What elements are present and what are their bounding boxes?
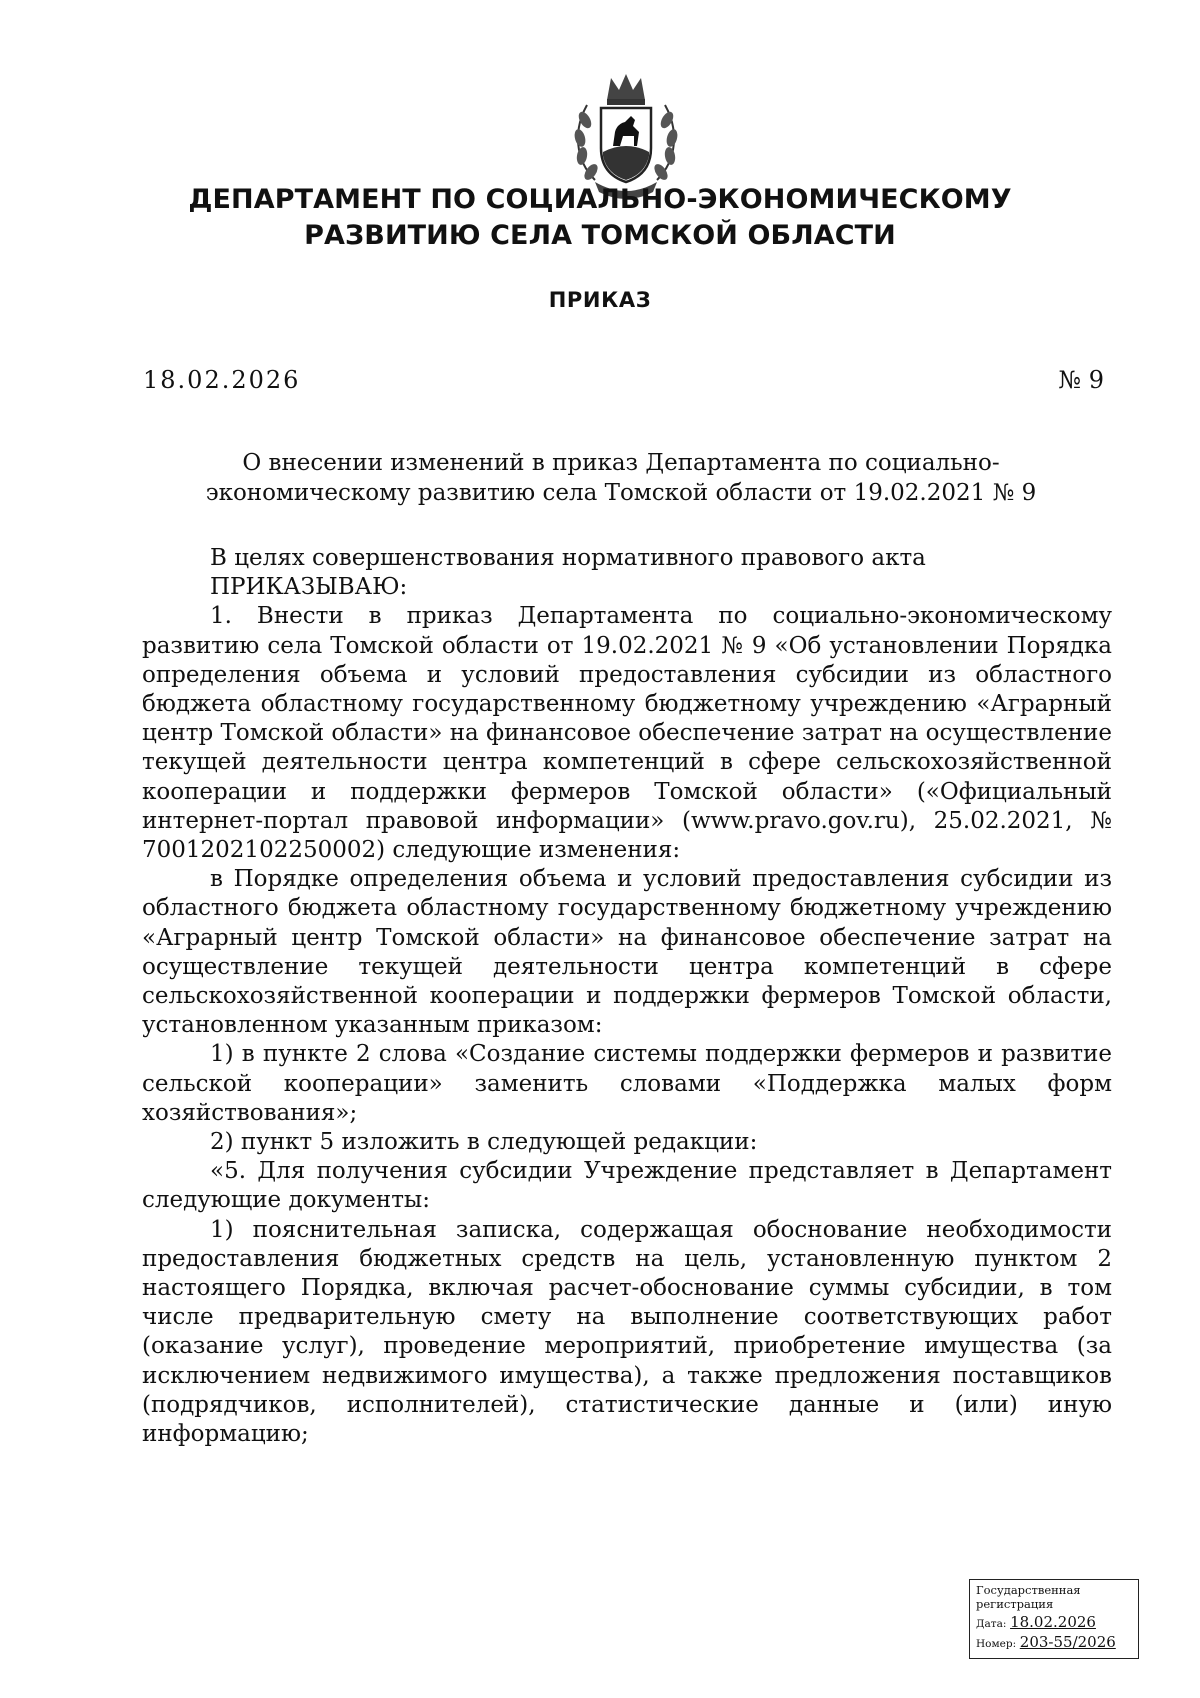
registration-number-row xyxy=(976,1635,1132,1651)
department-name xyxy=(150,182,1050,254)
registration-stamp-title: Государственная регистрация xyxy=(976,1583,1081,1611)
registration-stamp xyxy=(969,1579,1139,1659)
department-name-line1: ДЕПАРТАМЕНТ ПО СОЦИАЛЬНО-ЭКОНОМИЧЕСКОМУ xyxy=(188,184,1012,215)
department-name-line2: РАЗВИТИЮ СЕЛА ТОМСКОЙ ОБЛАСТИ xyxy=(304,220,896,251)
body-paragraph: в Порядке определения объема и условий предоставления субсидии из областного бюджета областному государственному бюджетному учреждению «Аграрный центр Томской области» на финансовое обеспечение затрат на осуществление текущей деятельности центра компетенций в сфере сельскохозяйственной кооперации и поддержки фермеров Томской области, установленном указанным приказом: xyxy=(142,866,1112,1039)
registration-date-value: 18.02.2026 xyxy=(1010,1613,1096,1631)
registration-date-row xyxy=(976,1615,1132,1631)
order-subject: О внесении изменений в приказ Департамента по социально-экономическому развитию села Томской области от 19.02.2021 № 9 xyxy=(205,450,1037,506)
order-date: 18.02.2026 xyxy=(143,366,301,394)
body-paragraph: 1. Внести в приказ Департамента по социально-экономическому развитию села Томской области от 19.02.2021 № 9 «Об установлении Порядка определения объема и условий предоставления субсидии из областного бюджета областному государственному бюджетному учреждению «Аграрный центр Томской области» на финансовое обеспечение затрат на осуществление текущей деятельности центра компетенций в сфере сельскохозяйственной кооперации и поддержки фермеров Томской области» («Официальный интернет-портал правовой информации» (www.pravo.gov.ru), 25.02.2021, № 7001202102250002) следующие изменения: xyxy=(142,603,1112,864)
body-paragraph: «5. Для получения субсидии Учреждение представляет в Департамент следующие документы: xyxy=(142,1158,1112,1214)
order-number: № 9 xyxy=(1058,366,1104,394)
order-body xyxy=(142,544,1112,1449)
body-paragraph: 1) в пункте 2 слова «Создание системы поддержки фермеров и развитие сельской кооперации» заменить словами «Поддержка малых форм хозяйствования»; xyxy=(142,1041,1112,1126)
preamble-paragraph: В целях совершенствования нормативного правового акта xyxy=(210,545,926,571)
document-type: ПРИКАЗ xyxy=(548,288,652,312)
registration-number-value: 203-55/2026 xyxy=(1019,1633,1116,1651)
body-paragraph: 1) пояснительная записка, содержащая обоснование необходимости предоставления бюджетных средств на цель, установленную пунктом 2 настоящего Порядка, включая расчет-обоснование суммы субсидии, в том числе предварительную смету на выполнение соответствующих работ (оказание услуг), проведение мероприятий, приобретение имущества (за исключением недвижимого имущества), а также предложения поставщиков (подрядчиков, исполнителей), статистические данные и (или) иную информацию; xyxy=(142,1216,1112,1448)
registration-date-label: Дата: xyxy=(976,1618,1007,1630)
body-paragraph: 2) пункт 5 изложить в следующей редакции: xyxy=(210,1129,758,1156)
registration-number-label: Номер: xyxy=(976,1638,1017,1650)
order-keyword: ПРИКАЗЫВАЮ: xyxy=(210,574,408,601)
